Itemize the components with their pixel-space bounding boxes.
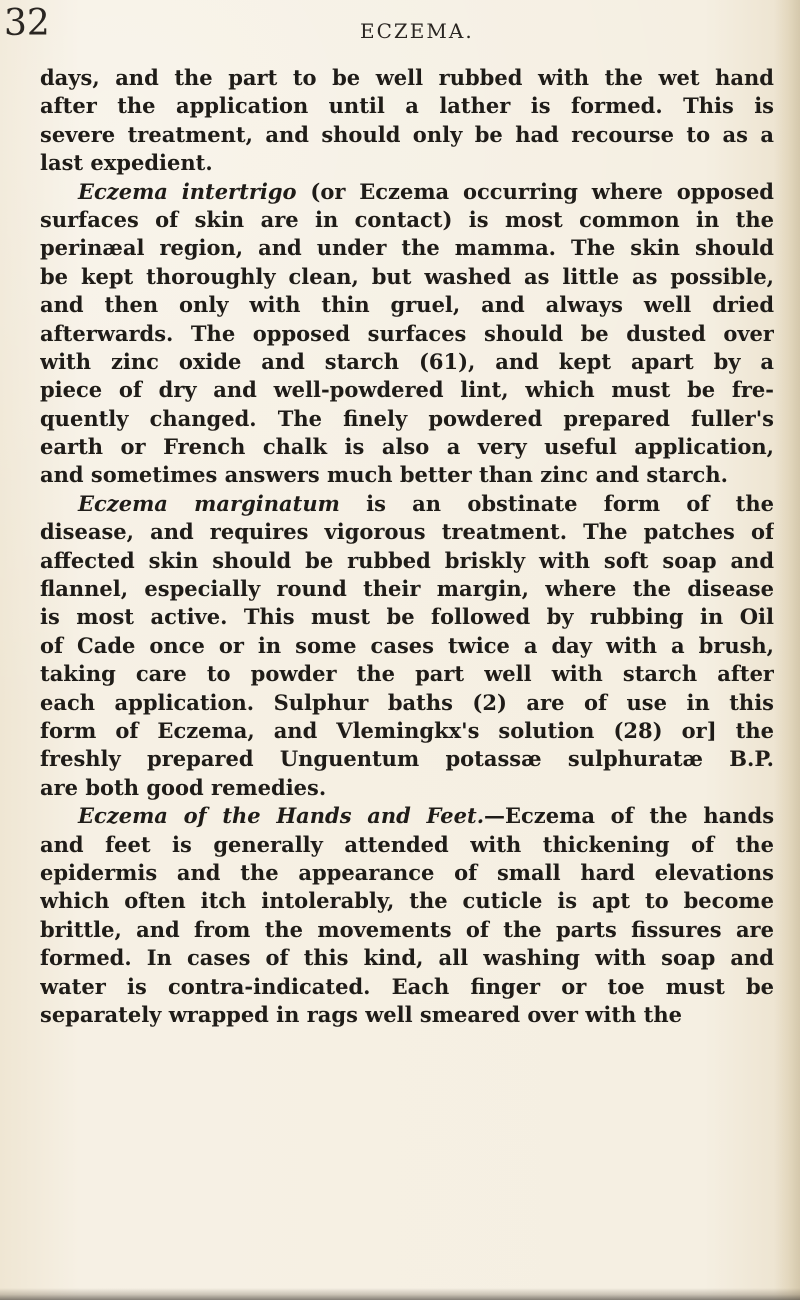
text-line [40, 717, 774, 745]
line-text: afterwards. The opposed surfaces should be dusted over [40, 320, 774, 346]
line-text: quently changed. The finely powdered prepared fuller's [40, 405, 774, 431]
bottom-edge [0, 1288, 800, 1300]
line-text: —Eczema of the hands [484, 803, 774, 829]
line-text: and feet is generally attended with thickening of the [40, 831, 774, 857]
text-line [40, 859, 774, 887]
text-line [40, 490, 774, 518]
running-head: ECZEMA. [360, 19, 474, 43]
text-line [40, 320, 774, 348]
text-line [40, 603, 774, 631]
line-text: freshly prepared Unguentum potassæ sulphuratæ B.P. [40, 746, 774, 772]
line-text: with zinc oxide and starch (61), and kept apart by a [40, 348, 774, 374]
line-text: separately wrapped in rags well smeared over with the [40, 1001, 682, 1027]
text-line [40, 348, 774, 376]
text-line [40, 887, 774, 915]
text-line [40, 405, 774, 433]
line-text: each application. Sulphur baths (2) are of use in this [40, 689, 774, 715]
line-text: and then only with thin gruel, and always well dried [40, 292, 774, 318]
body-text [40, 64, 774, 1029]
line-text: earth or French chalk is also a very useful application, [40, 434, 774, 460]
line-text: disease, and requires vigorous treatment. The patches of [40, 519, 774, 545]
line-text: taking care to powder the part well with starch after [40, 661, 774, 687]
line-text: perinæal region, and under the mamma. The skin should [40, 235, 774, 261]
text-line [40, 149, 774, 177]
text-line [40, 547, 774, 575]
text-line [40, 234, 774, 262]
line-text: be kept thoroughly clean, but washed as little as possible, [40, 263, 774, 289]
line-text: last expedient. [40, 150, 213, 176]
text-line [40, 745, 774, 773]
line-text: and sometimes answers much better than zinc and starch. [40, 462, 728, 488]
text-line [40, 92, 774, 120]
text-line [40, 973, 774, 1001]
text-line [40, 461, 774, 489]
line-text: brittle, and from the movements of the parts fissures are [40, 916, 774, 942]
text-line [40, 263, 774, 291]
text-line [40, 575, 774, 603]
text-line [40, 291, 774, 319]
text-line [40, 433, 774, 461]
line-text: is most active. This must be followed by rubbing in Oil [40, 604, 774, 630]
text-line [40, 64, 774, 92]
line-text: flannel, especially round their margin, where the disease [40, 576, 774, 602]
text-line [40, 802, 774, 830]
text-line [40, 632, 774, 660]
line-text: are both good remedies. [40, 774, 327, 800]
text-line [40, 944, 774, 972]
page-edge-shadow [774, 0, 800, 1300]
line-text: after the application until a lather is formed. This is [40, 93, 774, 119]
page-number: 32 [4, 3, 50, 44]
text-line [40, 376, 774, 404]
line-text: of Cade once or in some cases twice a day with a brush, [40, 632, 774, 658]
text-line [40, 660, 774, 688]
text-line [40, 121, 774, 149]
line-text: form of Eczema, and Vlemingkx's solution (28) or] the [40, 717, 774, 743]
text-line [40, 1001, 774, 1029]
line-text: surfaces of skin are in contact) is most common in the [40, 206, 774, 232]
text-line [40, 178, 774, 206]
line-text: water is contra-indicated. Each finger or toe must be [40, 973, 774, 999]
line-text: formed. In cases of this kind, all washing with soap and [40, 945, 774, 971]
text-line [40, 774, 774, 802]
text-line [40, 689, 774, 717]
italic-heading: Eczema marginatum [78, 490, 340, 516]
line-text: piece of dry and well-powdered lint, which must be fre- [40, 377, 774, 403]
line-text: days, and the part to be well rubbed with the wet hand [40, 65, 774, 90]
line-text: severe treatment, and should only be had recourse to as a [40, 121, 774, 147]
line-text: epidermis and the appearance of small hard elevations [40, 859, 774, 885]
line-text: is an obstinate form of the [339, 490, 774, 516]
text-line [40, 916, 774, 944]
line-text: (or Eczema occurring where opposed [296, 178, 774, 204]
line-text: which often itch intolerably, the cuticle is apt to become [40, 888, 774, 914]
italic-heading: Eczema of the Hands and Feet. [78, 803, 485, 829]
text-line [40, 518, 774, 546]
line-text: affected skin should be rubbed briskly with soft soap and [40, 547, 774, 573]
italic-heading: Eczema intertrigo [78, 178, 297, 204]
text-line [40, 831, 774, 859]
text-line [40, 206, 774, 234]
